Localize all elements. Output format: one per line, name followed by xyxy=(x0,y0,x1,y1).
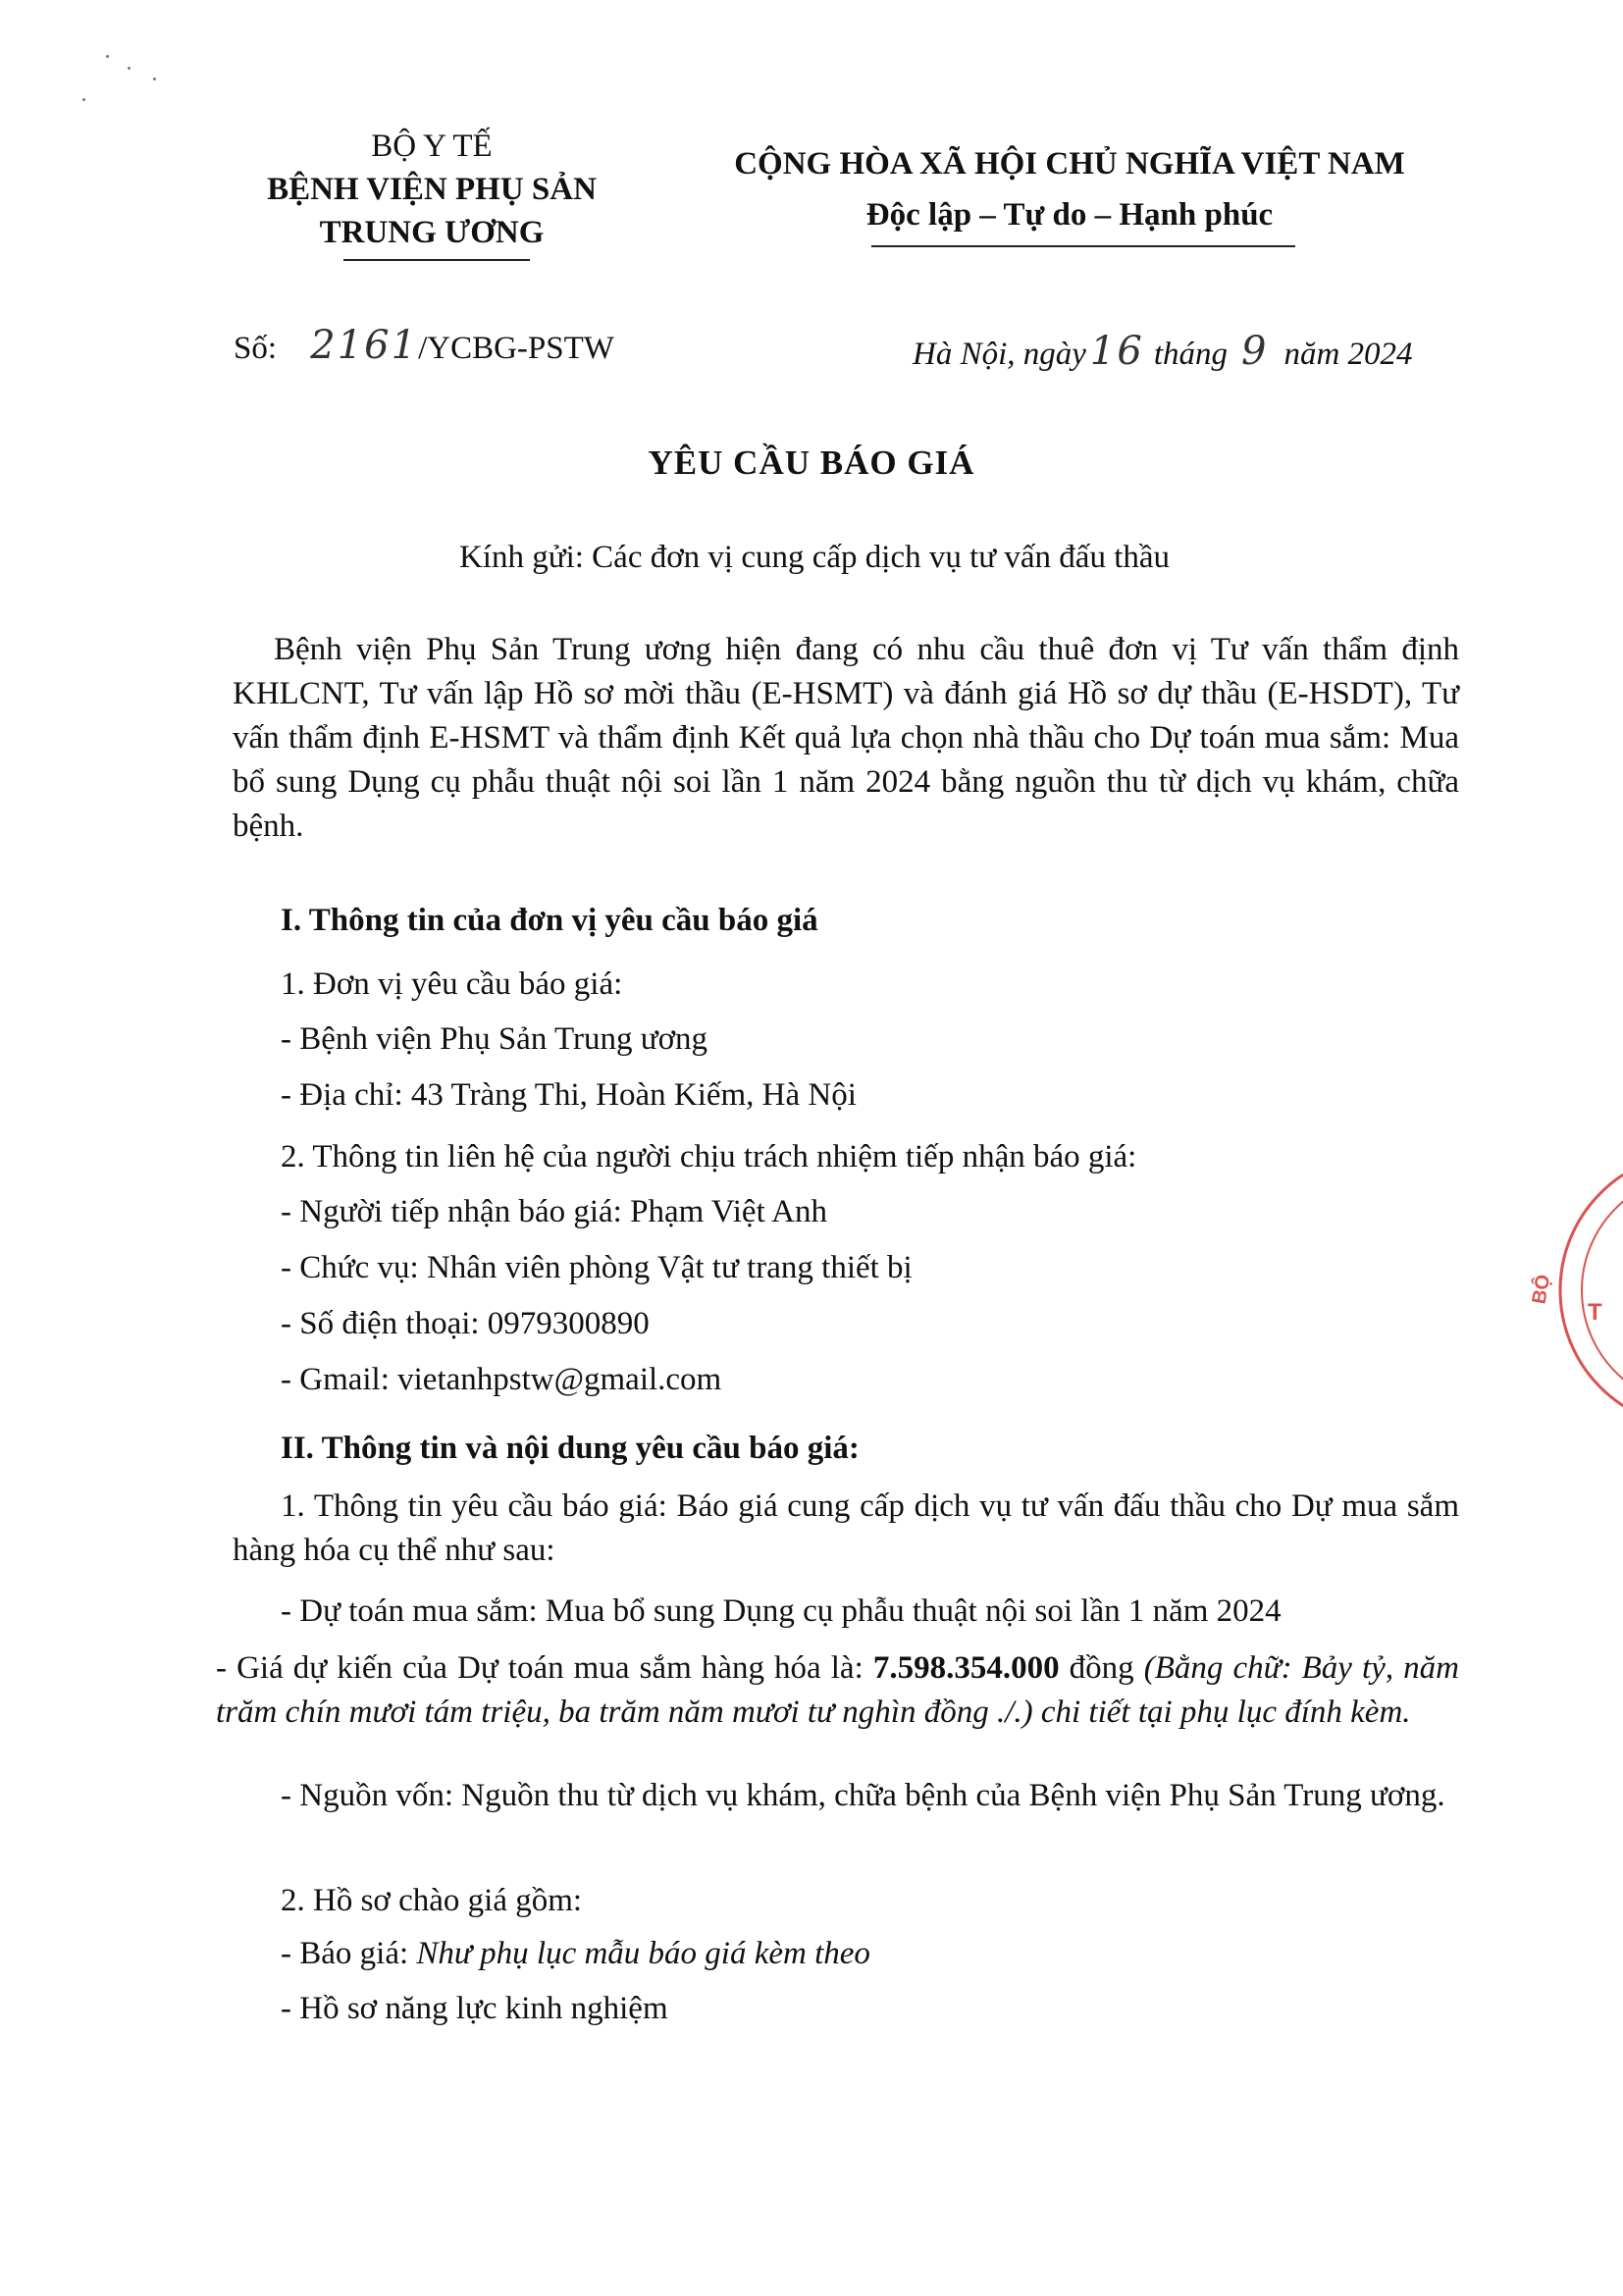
stamp-outer-ring xyxy=(1560,1153,1623,1428)
receiver-email: - Gmail: vietanhpstw@gmail.com xyxy=(281,1362,722,1397)
ministry-name: BỘ Y TẾ xyxy=(371,129,493,164)
date-year: năm 2024 xyxy=(1283,337,1413,372)
date-prefix: Hà Nội, ngày xyxy=(913,337,1086,372)
unit-address: - Địa chỉ: 43 Tràng Thi, Hoàn Kiếm, Hà Nội xyxy=(281,1077,857,1113)
hospital-name-line2: TRUNG ƯƠNG xyxy=(319,215,545,250)
scan-speck xyxy=(128,67,131,70)
price-value: 7.598.354.000 xyxy=(872,1650,1060,1686)
price-paragraph xyxy=(216,1646,1459,1735)
reference-number xyxy=(234,324,685,371)
national-motto: Độc lập – Tự do – Hạnh phúc xyxy=(865,197,1274,233)
receiver-phone: - Số điện thoại: 0979300890 xyxy=(281,1306,650,1341)
recipient-line: Kính gửi: Các đơn vị cung cấp dịch vụ tư vấn đấu thầu xyxy=(458,540,1171,575)
quote-value: Như phụ lục mẫu báo giá kèm theo xyxy=(416,1936,870,1971)
hospital-name-line1: BỆNH VIỆN PHỤ SẢN xyxy=(267,172,597,207)
stamp-letter-right: T xyxy=(1588,1299,1602,1326)
section-1-item-2-title: 2. Thông tin liên hệ của người chịu trách nhiệm tiếp nhận báo giá: xyxy=(281,1139,1137,1174)
receiver-name: - Người tiếp nhận báo giá: Phạm Việt Anh xyxy=(281,1194,828,1229)
date-month-label: tháng xyxy=(1153,337,1228,372)
document-title: YÊU CẦU BÁO GIÁ xyxy=(648,444,975,482)
price-in-words: (Bằng chữ: Bảy tỷ, năm trăm chín mươi tám triệu, ba trăm năm mươi tư nghìn đồng ./.) chi tiết tại phụ lục đính kèm. xyxy=(216,1650,1460,1730)
estimate-line: - Dự toán mua sắm: Mua bổ sung Dụng cụ phẫu thuật nội soi lần 1 năm 2024 xyxy=(281,1593,1282,1629)
left-header xyxy=(216,128,648,251)
intro-paragraph: Bệnh viện Phụ Sản Trung ương hiện đang có nhu cầu thuê đơn vị Tư vấn thẩm định KHLCNT, Tư vấn lập Hồ sơ mời thầu (E-HSMT) và đánh giá Hồ sơ dự thầu (E-HSDT), Tư vấn thẩm định E-HSMT và thẩm định Kết quả lựa chọn nhà thầu cho Dự toán mua sắm: Mua bổ sung Dụng cụ phẫu thuật nội soi lần 1 năm 2024 bằng nguồn thu từ dịch vụ khám, chữa bệnh. xyxy=(233,632,1459,844)
stamp-letters-left: BỘ xyxy=(1528,1273,1555,1306)
price-unit: đồng xyxy=(1059,1650,1144,1686)
scan-speck xyxy=(153,78,156,80)
scan-speck xyxy=(106,55,109,58)
ref-handwritten-number: 2161 xyxy=(310,323,419,368)
quote-label: - Báo giá: xyxy=(281,1936,417,1971)
section-2-heading: II. Thông tin và nội dung yêu cầu báo giá: xyxy=(281,1431,860,1466)
receiver-position: - Chức vụ: Nhân viên phòng Vật tư trang thiết bị xyxy=(281,1250,913,1285)
national-title: CỘNG HÒA XÃ HỘI CHỦ NGHĨA VIỆT NAM xyxy=(734,146,1405,182)
date-month-handwritten: 9 xyxy=(1241,329,1269,374)
left-header-underline xyxy=(343,259,530,261)
price-prefix: - Giá dự kiến của Dự toán mua sắm hàng hóa là: xyxy=(216,1650,873,1686)
section-2-item-1: 1. Thông tin yêu cầu báo giá: Báo giá cung cấp dịch vụ tư vấn đấu thầu cho Dự mua sắm hàng hóa cụ thể như sau: xyxy=(233,1488,1459,1568)
scan-speck xyxy=(82,98,85,101)
date-day-handwritten: 16 xyxy=(1089,329,1144,374)
capability-line: - Hồ sơ năng lực kinh nghiệm xyxy=(281,1991,668,2026)
date-line xyxy=(913,330,1472,377)
section-1-item-1-title: 1. Đơn vị yêu cầu báo giá: xyxy=(281,966,623,1002)
red-stamp xyxy=(1521,1148,1623,1433)
ref-suffix: /YCBG-PSTW xyxy=(418,331,614,366)
section-1-heading: I. Thông tin của đơn vị yêu cầu báo giá xyxy=(281,903,818,938)
quote-line xyxy=(281,1932,870,1976)
ref-label: Số: xyxy=(234,331,278,366)
section-2-item-2-title: 2. Hồ sơ chào giá gồm: xyxy=(281,1883,583,1918)
funding-line: - Nguồn vốn: Nguồn thu từ dịch vụ khám, chữa bệnh của Bệnh viện Phụ Sản Trung ương. xyxy=(281,1778,1445,1813)
unit-name: - Bệnh viện Phụ Sản Trung ương xyxy=(281,1021,708,1057)
motto-underline xyxy=(871,245,1295,247)
